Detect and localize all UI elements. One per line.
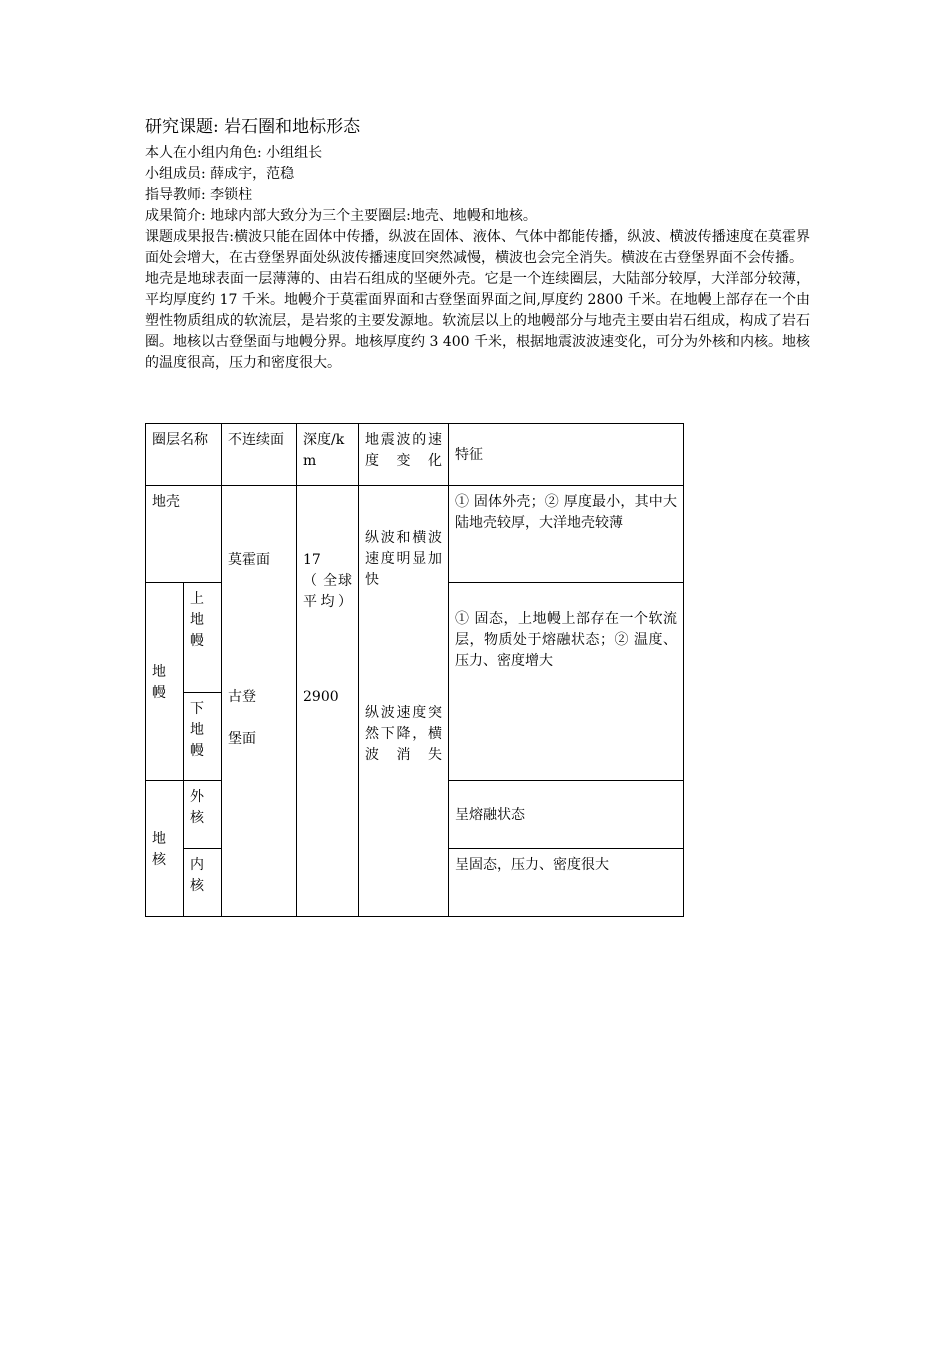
header-depth: 深度/km [297,424,359,486]
inner-core: 内核 [184,849,222,917]
depth-cell [297,486,359,917]
boundary-cell [222,486,297,917]
outer-core-feature: 呈熔融状态 [449,781,684,849]
summary-line: 成果简介: 地球内部大致分为三个主要圈层:地壳、地幔和地核。 [145,208,537,224]
header-boundary: 不连续面 [222,424,297,486]
lower-mantle: 下地幔 [184,693,222,781]
gutenberg-wave: 纵波速度突然下降，横波消失 [365,705,442,763]
outer-core: 外核 [184,781,222,849]
header-feature: 特征 [449,424,684,486]
table-header-row [146,424,684,486]
role-line: 本人在小组内角色: 小组组长 [145,145,323,161]
report-paragraph: 课题成果报告:横波只能在固体中传播，纵波在固体、液体、气体中都能传播，纵波、横波传播速度在莫霍界面处会增大，在古登堡界面处纵波传播速度回突然减慢，横波也会完全消失。横波在古登堡界面不会传播。 [145,229,810,266]
moho-depth-note: （ 全球 平均） [303,573,352,610]
mantle-feature: ① 固态，上地幔上部存在一个软流层，物质处于熔融状态；② 温度、压力、密度增大 [449,583,684,781]
document-body [145,113,810,374]
moho-depth: 17 [303,552,321,568]
research-title: 研究课题: 岩石圈和地标形态 [145,117,361,137]
inner-core-feature: 呈固态，压力、密度很大 [449,849,684,917]
crust-name: 地壳 [146,486,222,583]
header-layer: 圈层名称 [146,424,222,486]
members-line: 小组成员: 薛成宇，范稳 [145,166,295,182]
moho-label: 莫霍面 [228,552,270,568]
upper-mantle: 上地幔 [184,583,222,693]
gutenberg-label-1: 古登 [228,689,256,705]
detail-paragraph: 地壳是地球表面一层薄薄的、由岩石组成的坚硬外壳。它是一个连续圈层，大陆部分较厚，大洋部分较薄，平均厚度约 17 千米。地幔介于莫霍面界面和古登堡面界面之间,厚度约 2800 千米。在地幔上部存在一个由塑性物质组成的软流层，是岩浆的主要发源地。软流层以上的地幔部分与地壳主要由岩石组成，构成了岩石圈。地核以古登堡面与地幔分界。地核厚度约 3 400 千米，根据地震波波速变化，可分为外核和内核。地核的温度很高，压力和密度很大。 [145,271,810,371]
wave-cell [359,486,449,917]
earth-layers-table [145,423,684,917]
table-row [146,486,684,583]
gutenberg-depth: 2900 [303,689,339,705]
advisor-line: 指导教师: 李锁柱 [145,187,253,203]
moho-wave: 纵波和横波速度明显加快 [365,530,442,588]
crust-feature: ① 固体外壳；② 厚度最小，其中大陆地壳较厚，大洋地壳较薄 [449,486,684,583]
gutenberg-label-2: 堡面 [228,731,256,747]
core-name: 地核 [146,781,184,917]
mantle-name: 地幔 [146,583,184,781]
header-wave: 地震波的速度变化 [359,424,449,486]
